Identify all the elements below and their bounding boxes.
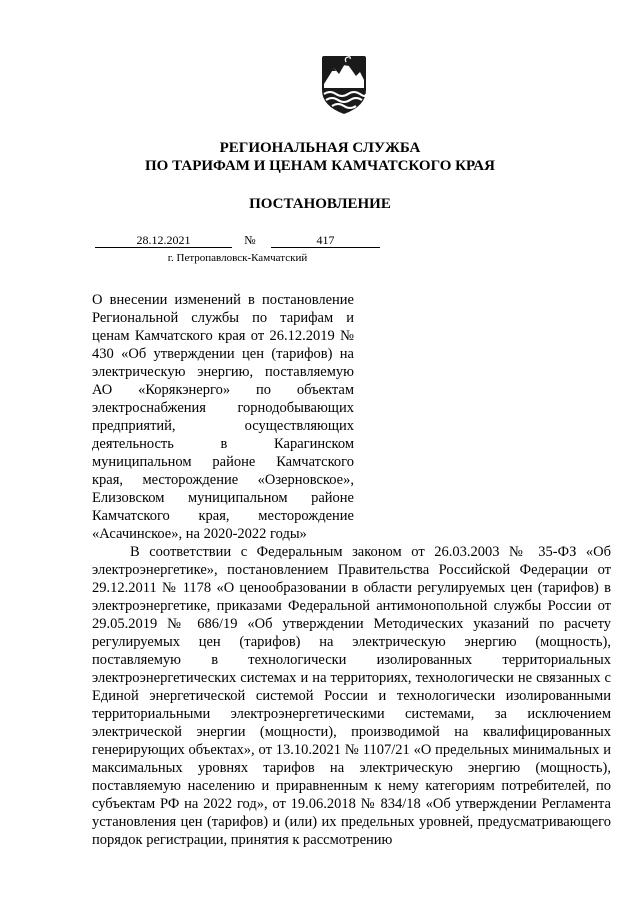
document-number: 417 [271, 233, 380, 248]
document-city: г. Петропавловск-Камчатский [167, 252, 308, 264]
kamchatka-emblem-icon [320, 54, 368, 116]
organization-name-line1: РЕГИОНАЛЬНАЯ СЛУЖБА [219, 140, 421, 156]
document-type-title: ПОСТАНОВЛЕНИЕ [249, 196, 391, 212]
organization-name-line2: ПО ТАРИФАМ И ЦЕНАМ КАМЧАТСКОГО КРАЯ [145, 158, 495, 174]
document-meta-row [95, 233, 380, 249]
document-date: 28.12.2021 [95, 233, 232, 248]
document-subject: О внесении изменений в постановление Региональной службы по тарифам и ценам Камчатского края от 26.12.2019 № 430 «Об утверждении цен (тарифов) на электрическую энергию, поставляемую АО «Корякэнерго» по объектам электроснабжения горнодобывающих предприятий, осуществляющих деятельность в Карагинском муниципальном районе Камчатского края, месторождение «Озерновское», Елизовском муниципальном районе Камчатского края, месторождение «Асачинское», на 2020-2022 годы» [92, 292, 354, 542]
document-body-paragraph: В соответствии с Федеральным законом от 26.03.2003 № 35-ФЗ «Об электроэнергетике», постановлением Правительства Российской Федерации от 29.12.2011 № 1178 «О ценообразовании в области регулируемых цен (тарифов) в электроэнергетике, приказами Федеральной антимонопольной службы России от 29.05.2019 № 686/19 «Об утверждении Методических указаний по расчету регулируемых цен (тарифов) на электрическую энергию (мощность), поставляемую в технологически изолированных территориальных электроэнергетических системах и на территориях, технологически не связанных с Единой энергетической системой России и технологически изолированными территориальными электроэнергетическими системами, за исключением электрической энергии (мощности), производимой на квалифицированных генерирующих объектах», от 13.10.2021 № 1107/21 «О предельных минимальных и максимальных уровнях тарифов на электрическую энергию (мощность), поставляемую населению и приравненным к нему категориям потребителей, по субъектам РФ на 2022 год», от 19.06.2018 № 834/18 «Об утверждении Регламента установления цен (тарифов) и (или) их предельных уровней, предусматривающего порядок регистрации, принятия к рассмотрению [92, 544, 611, 848]
number-label: № [244, 233, 256, 247]
